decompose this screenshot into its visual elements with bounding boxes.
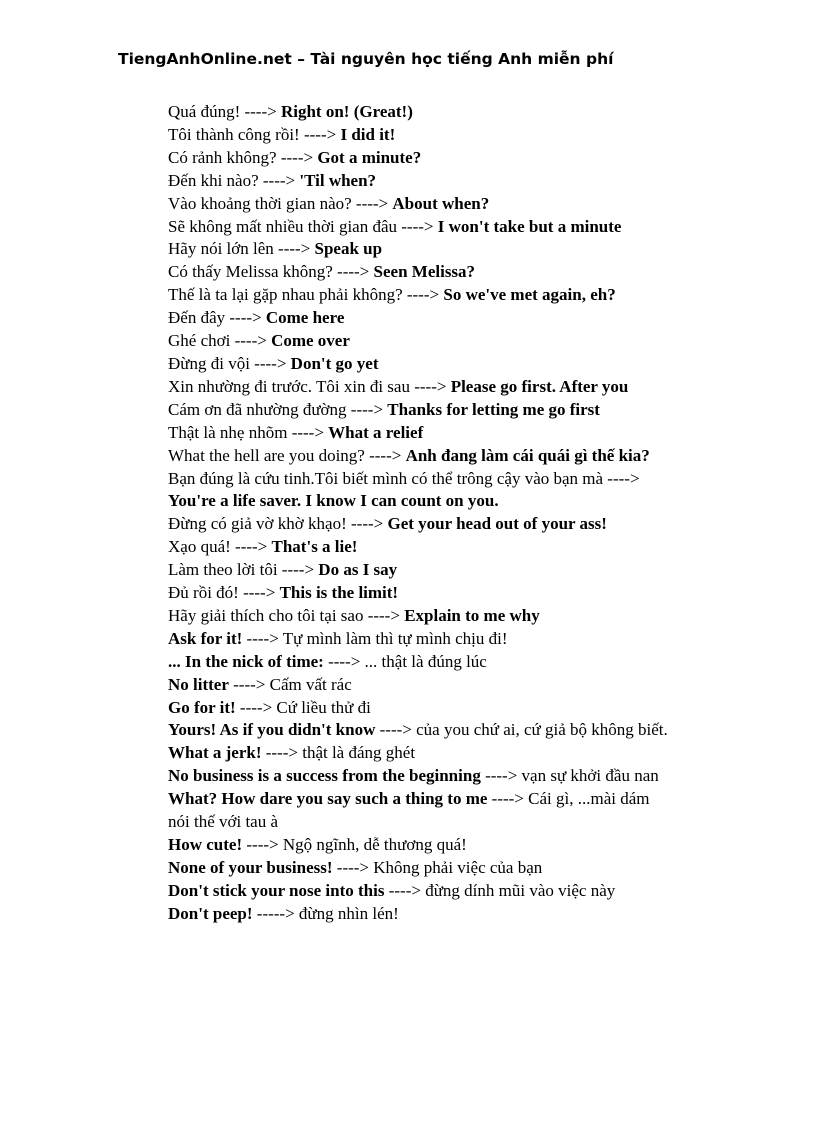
- phrase-entry: [168, 674, 668, 697]
- phrase-bold: Get your head out of your ass!: [387, 514, 607, 534]
- phrase-bold: Ask for it!: [168, 628, 243, 648]
- phrase-bold: So we've met again, eh?: [443, 285, 616, 305]
- phrase-translation: ----> Tự mình làm thì tự mình chịu đi!: [242, 628, 508, 648]
- phrase-entry: [168, 857, 668, 880]
- phrase-bold: 'Til when?: [299, 170, 377, 190]
- phrase-entry: [168, 147, 668, 170]
- phrase-entry: [168, 559, 668, 582]
- phrase-translation: ----> Cái gì, ...mài dám nói thế với tau à: [168, 789, 650, 832]
- phrase-text: Thật là nhẹ nhõm ---->: [168, 422, 329, 442]
- phrase-bold: Anh đang làm cái quái gì thế kia?: [405, 445, 650, 465]
- phrase-entry: [168, 376, 668, 399]
- phrase-bold: Don't stick your nose into this: [168, 880, 385, 900]
- phrase-entry: [168, 468, 668, 514]
- phrase-bold: Please go first. After you: [450, 376, 629, 396]
- phrase-bold: None of your business!: [168, 857, 333, 877]
- phrase-bold: Go for it!: [168, 697, 236, 717]
- phrase-list: [168, 101, 668, 926]
- phrase-entry: [168, 742, 668, 765]
- phrase-entry: [168, 330, 668, 353]
- page-header-title: TiengAnhOnline.net – Tài nguyên học tiếng Anh miễn phí: [118, 50, 614, 68]
- phrase-bold: No business is a success from the beginning: [168, 766, 481, 786]
- phrase-entry: [168, 261, 668, 284]
- phrase-entry: [168, 193, 668, 216]
- phrase-entry: [168, 834, 668, 857]
- phrase-entry: [168, 651, 668, 674]
- phrase-text: Xạo quá! ---->: [168, 537, 272, 557]
- phrase-entry: [168, 399, 668, 422]
- phrase-bold: I did it!: [340, 124, 396, 144]
- phrase-entry: [168, 422, 668, 445]
- phrase-entry: [168, 582, 668, 605]
- phrase-text: Hãy nói lớn lên ---->: [168, 239, 315, 259]
- phrase-bold: Don't peep!: [168, 903, 253, 923]
- phrase-text: Đừng có giả vờ khờ khạo! ---->: [168, 514, 388, 534]
- phrase-bold: What a relief: [328, 422, 424, 442]
- phrase-bold: Explain to me why: [404, 605, 540, 625]
- phrase-text: Thế là ta lại gặp nhau phải không? ---->: [168, 285, 444, 305]
- phrase-bold: Speak up: [314, 239, 383, 259]
- phrase-text: Đủ rồi đó! ---->: [168, 583, 280, 603]
- phrase-bold: Do as I say: [318, 560, 398, 580]
- phrase-translation: ----> Cấm vất rác: [228, 674, 352, 694]
- phrase-bold: I won't take but a minute: [437, 216, 622, 236]
- phrase-bold: What a jerk!: [168, 743, 262, 763]
- phrase-bold: Thanks for letting me go first: [387, 399, 600, 419]
- phrase-entry: [168, 903, 668, 926]
- phrase-translation: ----> thật là đáng ghét: [261, 743, 416, 763]
- phrase-text: Ghé chơi ---->: [168, 331, 272, 351]
- phrase-text: Đừng đi vội ---->: [168, 353, 291, 373]
- phrase-translation: ----> Ngộ ngĩnh, dễ thương quá!: [242, 835, 467, 854]
- phrase-entry: [168, 605, 668, 628]
- phrase-text: Tôi thành công rồi! ---->: [168, 124, 341, 144]
- phrase-entry: [168, 445, 668, 468]
- phrase-bold: Yours! As if you didn't know: [168, 720, 376, 740]
- phrase-entry: [168, 353, 668, 376]
- phrase-entry: [168, 284, 668, 307]
- phrase-entry: [168, 101, 668, 124]
- phrase-entry: [168, 880, 668, 903]
- phrase-text: Sẽ không mất nhiều thời gian đâu ---->: [168, 216, 438, 236]
- phrase-text: Đến khi nào? ---->: [168, 170, 300, 190]
- phrase-translation: ----> đừng dính mũi vào việc này: [384, 880, 616, 900]
- phrase-entry: [168, 216, 668, 239]
- phrase-bold: Don't go yet: [290, 353, 379, 373]
- phrase-translation: ----> Không phải việc của bạn: [332, 857, 543, 877]
- phrase-entry: [168, 719, 668, 742]
- phrase-bold: How cute!: [168, 835, 243, 854]
- phrase-text: Có thấy Melissa không? ---->: [168, 262, 374, 282]
- phrase-entry: [168, 238, 668, 261]
- phrase-bold: No litter: [168, 674, 229, 694]
- phrase-bold: What? How dare you say such a thing to me: [168, 789, 488, 809]
- phrase-text: Có rảnh không? ---->: [168, 147, 318, 167]
- phrase-entry: [168, 513, 668, 536]
- phrase-bold: Seen Melissa?: [373, 262, 476, 282]
- phrase-translation: ----> Cứ liều thử đi: [235, 697, 371, 717]
- phrase-entry: [168, 697, 668, 720]
- phrase-text: Xin nhường đi trước. Tôi xin đi sau ---->: [168, 376, 451, 396]
- phrase-bold: Right on! (Great!): [280, 102, 413, 121]
- phrase-bold: About when?: [392, 193, 490, 213]
- phrase-bold: This is the limit!: [279, 583, 399, 603]
- phrase-entry: [168, 124, 668, 147]
- phrase-translation: ----> ... thật là đúng lúc: [323, 651, 487, 671]
- phrase-text: What the hell are you doing? ---->: [168, 445, 406, 465]
- phrase-entry: [168, 765, 668, 788]
- phrase-entry: [168, 536, 668, 559]
- phrase-bold: ... In the nick of time:: [168, 651, 324, 671]
- phrase-text: Bạn đúng là cứu tinh.Tôi biết mình có thể trông cậy vào bạn mà ---->: [168, 468, 640, 488]
- phrase-text: Cám ơn đã nhường đường ---->: [168, 399, 388, 419]
- phrase-entry: [168, 307, 668, 330]
- phrase-text: Làm theo lời tôi ---->: [168, 560, 319, 580]
- phrase-bold: Got a minute?: [317, 147, 422, 167]
- phrase-entry: [168, 788, 668, 834]
- phrase-entry: [168, 170, 668, 193]
- phrase-translation: -----> đừng nhìn lén!: [252, 903, 399, 923]
- phrase-bold: You're a life saver. I know I can count on you.: [168, 491, 499, 511]
- phrase-text: Vào khoảng thời gian nào? ---->: [168, 193, 393, 213]
- phrase-text: Đến đây ---->: [168, 308, 266, 328]
- phrase-bold: Come here: [265, 308, 345, 328]
- phrase-translation: ----> vạn sự khởi đầu nan: [480, 766, 659, 786]
- phrase-entry: [168, 628, 668, 651]
- phrase-translation: ----> của you chứ ai, cứ giả bộ không biết.: [375, 720, 668, 740]
- phrase-bold: That's a lie!: [271, 537, 358, 557]
- phrase-text: Hãy giải thích cho tôi tại sao ---->: [168, 605, 405, 625]
- phrase-text: Quá đúng! ---->: [168, 102, 281, 121]
- phrase-bold: Come over: [271, 331, 350, 351]
